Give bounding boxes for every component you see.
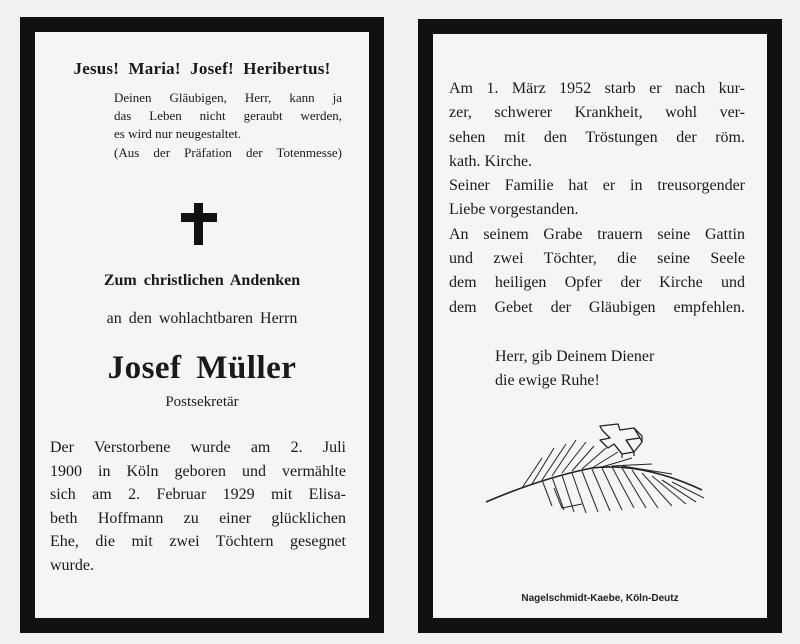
biography-line: sich am 2. Februar 1929 mit Elisa- [50,486,346,503]
notice-line: kath. Kirche. [449,152,533,170]
memorial-card-left [20,17,384,633]
notice-line: dem heiligen Opfer der Kirche und [449,274,745,292]
biography-line: 1900 in Köln geboren und vermählte [50,462,346,480]
quote-source: (Aus der Präfation der Totenmesse) [114,145,342,160]
biography-line: beth Hoffmann zu einer glücklichen [50,509,346,527]
card-left-content [35,32,369,618]
notice-line: Am 1. März 1952 starb er nach kur- [449,80,745,97]
death-notice-paragraph [449,77,745,320]
biography-paragraph [50,436,346,577]
notice-line: sehen mit den Tröstungen der röm. [449,128,745,146]
invocation-heading: Jesus! Maria! Josef! Heribertus! [73,59,331,78]
scripture-quote [114,89,342,143]
prayer-line: Herr, gib Deinem Diener [495,348,655,365]
memorial-line-2: an den wohlachtbaren Herrn [106,310,298,327]
printer-imprint: Nagelschmidt-Kaebe, Köln-Deutz [521,593,679,604]
occupation: Postsekretär [165,394,239,410]
cross-icon [181,203,217,245]
quote-line: es wird nur neugestaltet. [114,126,242,141]
biography-line: wurde. [50,556,94,574]
biography-line: Ehe, die mit zwei Töchtern gesegnet [50,533,346,550]
prayer [495,345,654,393]
notice-line: zer, schwerer Krankheit, wohl ver- [449,104,745,122]
biography-line: Der Verstorbene wurde am 2. Juli [50,439,346,456]
notice-line: Liebe vorgestanden. [449,201,579,219]
notice-line: An seinem Grabe trauern seine Gattin [449,225,745,243]
quote-line: das Leben nicht geraubt werden, [114,108,342,123]
memorial-line-1: Zum christlichen Andenken [103,272,301,289]
memorial-card-right [418,19,782,633]
notice-line: dem Gebet der Gläubigen empfehlen. [449,298,745,316]
quote-line: Deinen Gläubigen, Herr, kann ja [114,90,342,105]
deceased-name: Josef Müller [107,350,297,386]
card-right-content [433,34,767,618]
prayer-line: die ewige Ruhe! [495,372,600,389]
notice-line: und zwei Töchter, die seine Seele [449,250,745,268]
notice-line: Seiner Familie hat er in treusorgender [449,177,745,195]
palm-branch-and-cross-icon [482,418,722,518]
